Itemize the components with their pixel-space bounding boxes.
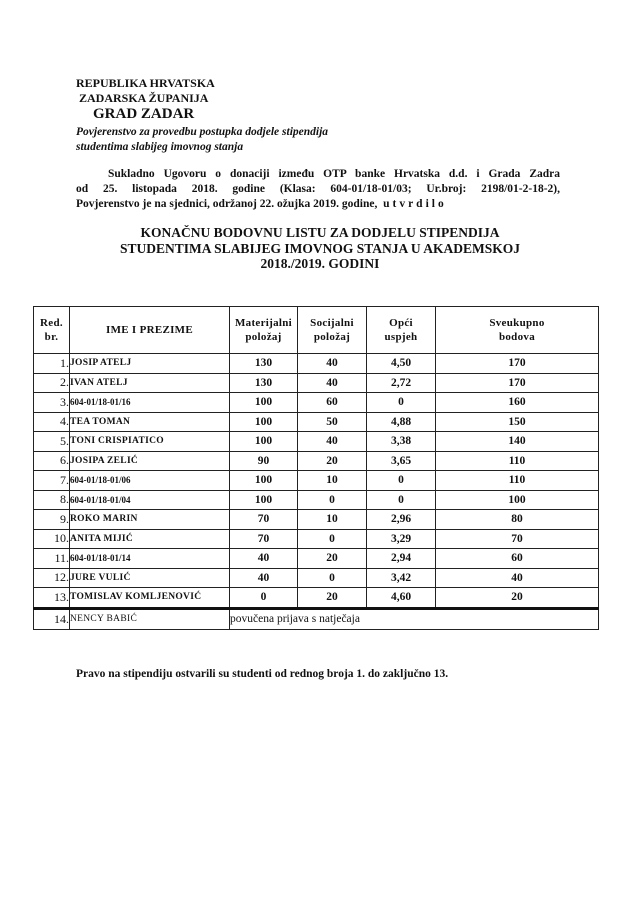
cell-social: 10 (298, 510, 367, 530)
table-row (34, 471, 599, 491)
cell-social: 20 (298, 549, 367, 569)
cell-withdrawn-note: povučena prijava s natječaja (230, 608, 599, 629)
cell-name: JOSIP ATELJ (70, 354, 230, 374)
cell-social: 50 (298, 412, 367, 432)
cell-material: 90 (230, 451, 298, 471)
cell-name: JURE VULIĆ (70, 568, 230, 588)
cell-material: 40 (230, 549, 298, 569)
table-header-row (34, 307, 599, 354)
cell-material: 100 (230, 412, 298, 432)
table-row (34, 432, 599, 452)
cell-name: NENCY BABIĆ (70, 608, 230, 629)
header-rb: Red. br. (34, 307, 70, 354)
cell-material: 40 (230, 568, 298, 588)
cell-social: 0 (298, 529, 367, 549)
header-name: IME I PREZIME (70, 307, 230, 354)
title-line3: 2018./2019. GODINI (260, 256, 380, 271)
cell-name: JOSIPA ZELIĆ (70, 451, 230, 471)
cell-success: 3,65 (367, 451, 436, 471)
cell-rb: 11. (34, 549, 70, 569)
cell-name: TONI CRISPIATICO (70, 432, 230, 452)
cell-name: 604-01/18-01/16 (70, 393, 230, 413)
cell-success: 3,38 (367, 432, 436, 452)
cell-name: 604-01/18-01/06 (70, 471, 230, 491)
cell-success: 3,42 (367, 568, 436, 588)
cell-success: 0 (367, 490, 436, 510)
cell-material: 0 (230, 588, 298, 609)
intro-line2: od 25. listopada 2018. godine (Klasa: 604-01/18-01/03; Ur.broj: 2198/01-2-18-2), (76, 183, 560, 195)
header-total: Sveukupno bodova (436, 307, 599, 354)
cell-total: 100 (436, 490, 599, 510)
cell-social: 40 (298, 432, 367, 452)
cell-rb: 5. (34, 432, 70, 452)
cell-social: 0 (298, 568, 367, 588)
table-row (34, 451, 599, 471)
header-committee-line2: studentima slabijeg imovnog stanja (76, 141, 244, 153)
header-material: Materijalni položaj (230, 307, 298, 354)
cell-material: 100 (230, 432, 298, 452)
intro-verb: utvrdilo (383, 198, 447, 210)
cell-social: 10 (298, 471, 367, 491)
cell-rb: 1. (34, 354, 70, 374)
cell-material: 100 (230, 393, 298, 413)
cell-success: 3,29 (367, 529, 436, 549)
cell-total: 170 (436, 354, 599, 374)
cell-rb: 9. (34, 510, 70, 530)
cell-material: 130 (230, 373, 298, 393)
intro-paragraph (76, 167, 560, 212)
cell-total: 150 (436, 412, 599, 432)
header-success: Opći uspjeh (367, 307, 436, 354)
cell-success: 4,60 (367, 588, 436, 609)
cell-success: 4,88 (367, 412, 436, 432)
cell-rb: 14. (34, 608, 70, 629)
table-row (34, 529, 599, 549)
cell-name: IVAN ATELJ (70, 373, 230, 393)
intro-line3-text: Povjerenstvo je na sjednici, održanoj 22. ožujka 2019. godine, (76, 198, 378, 210)
cell-rb: 6. (34, 451, 70, 471)
cell-total: 110 (436, 471, 599, 491)
cell-success: 4,50 (367, 354, 436, 374)
table-row (34, 393, 599, 413)
table-row (34, 588, 599, 609)
cell-rb: 3. (34, 393, 70, 413)
cell-total: 160 (436, 393, 599, 413)
table-row (34, 510, 599, 530)
cell-rb: 2. (34, 373, 70, 393)
cell-total: 40 (436, 568, 599, 588)
header-social: Socijalni položaj (298, 307, 367, 354)
cell-total: 80 (436, 510, 599, 530)
cell-rb: 7. (34, 471, 70, 491)
header-committee-line1: Povjerenstvo za provedbu postupka dodjele stipendija (76, 126, 329, 138)
table-row (34, 490, 599, 510)
cell-social: 40 (298, 373, 367, 393)
cell-total: 60 (436, 549, 599, 569)
cell-rb: 10. (34, 529, 70, 549)
cell-total: 110 (436, 451, 599, 471)
cell-social: 60 (298, 393, 367, 413)
cell-social: 40 (298, 354, 367, 374)
cell-name: ANITA MIJIĆ (70, 529, 230, 549)
cell-social: 20 (298, 588, 367, 609)
cell-success: 2,94 (367, 549, 436, 569)
cell-rb: 12. (34, 568, 70, 588)
cell-name: TEA TOMAN (70, 412, 230, 432)
intro-line3 (76, 197, 560, 212)
cell-name: TOMISLAV KOMLJENOVIĆ (70, 588, 230, 609)
header-city: GRAD ZADAR (93, 106, 195, 122)
cell-success: 0 (367, 471, 436, 491)
header-county: ZADARSKA ŽUPANIJA (79, 91, 209, 105)
cell-success: 0 (367, 393, 436, 413)
cell-total: 170 (436, 373, 599, 393)
cell-success: 2,72 (367, 373, 436, 393)
cell-material: 100 (230, 490, 298, 510)
cell-total: 20 (436, 588, 599, 609)
cell-material: 100 (230, 471, 298, 491)
cell-social: 0 (298, 490, 367, 510)
table-row (34, 354, 599, 374)
table-row (34, 568, 599, 588)
intro-line1: Sukladno Ugovoru o donaciji između OTP banke Hrvatska d.d. i Grada Zadra (108, 168, 560, 180)
cell-name: ROKO MARIN (70, 510, 230, 530)
table-row-withdrawn (34, 608, 599, 629)
cell-total: 70 (436, 529, 599, 549)
table-row (34, 373, 599, 393)
title-line1: KONAČNU BODOVNU LISTU ZA DODJELU STIPENDIJA (140, 225, 500, 240)
cell-material: 70 (230, 529, 298, 549)
scores-table (33, 306, 599, 630)
title-line2: STUDENTIMA SLABIJEG IMOVNOG STANJA U AKADEMSKOJ (120, 240, 520, 256)
table-row (34, 549, 599, 569)
cell-name: 604-01/18-01/14 (70, 549, 230, 569)
cell-rb: 4. (34, 412, 70, 432)
cell-material: 70 (230, 510, 298, 530)
cell-rb: 8. (34, 490, 70, 510)
document-title (60, 225, 580, 272)
cell-success: 2,96 (367, 510, 436, 530)
footer-note: Pravo na stipendiju ostvarili su studenti od rednog broja 1. do zaključno 13. (76, 668, 449, 680)
cell-total: 140 (436, 432, 599, 452)
header-country: REPUBLIKA HRVATSKA (76, 76, 215, 90)
cell-name: 604-01/18-01/04 (70, 490, 230, 510)
table-row (34, 412, 599, 432)
cell-material: 130 (230, 354, 298, 374)
cell-rb: 13. (34, 588, 70, 609)
cell-social: 20 (298, 451, 367, 471)
